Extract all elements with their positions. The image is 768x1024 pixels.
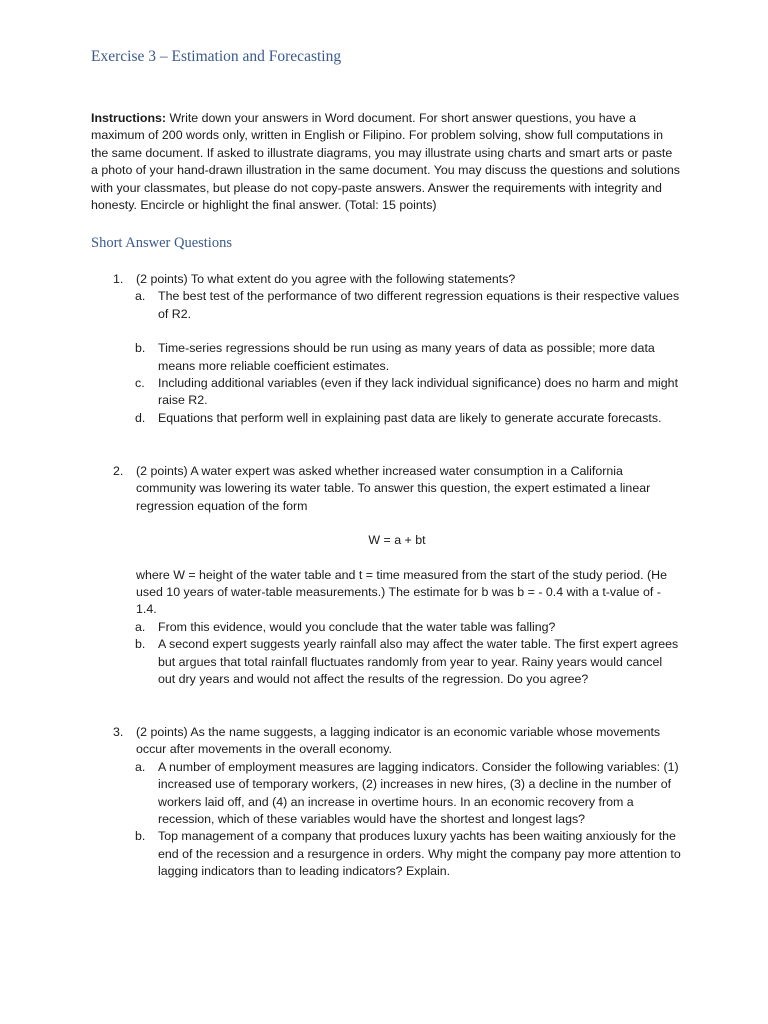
sub-question-1b [135, 340, 681, 375]
section-title: Short Answer Questions [91, 235, 232, 251]
question-number: 2. [113, 464, 124, 478]
question-text: (2 points) A water expert was asked whether increased water consumption in a California community was lowering its water table. To answer this question, the expert estimated a linear regression equation of the form [136, 464, 651, 513]
sub-letter: b. [135, 637, 146, 652]
sub-question-2b [135, 636, 681, 688]
instructions-paragraph [91, 110, 681, 214]
question-followup-text: where W = height of the water table and t = time measured from the start of the study period. (He used 10 years of water-table measurements.) The estimate for b was b = - 0.4 with a t-value of - 1.4. [136, 567, 668, 617]
sub-letter: a. [135, 619, 146, 634]
question-number: 3. [113, 725, 124, 739]
sub-question-3b [135, 828, 681, 880]
question-number: 1. [113, 272, 124, 286]
sub-text: A second expert suggests yearly rainfall also may affect the water table. The first expert agrees but argues that total rainfall fluctuates randomly from year to year. Rainy years would cancel out dry years and would not affect the results of the regression. Do you agree? [158, 637, 679, 687]
instructions-text: Write down your answers in Word document. For short answer questions, you have a maximum of 200 words only, written in English or Filipino. For problem solving, show full computations in the same document. If asked to illustrate diagrams, you may illustrate using charts and smart arts or paste a photo of your hand-drawn illustration in the same document. You may discuss the questions and solutions with your classmates, but please do not copy-paste answers. Answer the requirements with integrity and honesty. Encircle or highlight the final answer. (Total: 15 points) [91, 111, 680, 213]
sub-letter: a. [135, 759, 146, 774]
sub-letter: b. [135, 829, 146, 844]
sub-letter: b. [135, 341, 146, 356]
question-text: (2 points) As the name suggests, a lagging indicator is an economic variable whose movements occur after movements in the overall economy. [136, 725, 661, 757]
sub-question-2a [135, 619, 681, 636]
regression-equation: W = a + bt [368, 533, 426, 548]
page-title: Exercise 3 – Estimation and Forecasting [91, 48, 342, 65]
sub-question-1c [135, 375, 681, 410]
instructions-label: Instructions: [91, 111, 167, 125]
sub-text: Top management of a company that produces luxury yachts has been waiting anxiously for the end of the recession and a resurgence in orders. Why might the company pay more attention to lagging indicators than to leading indicators? Explain. [158, 829, 681, 879]
sub-text: Including additional variables (even if they lack individual significance) does no harm and might raise R2. [158, 376, 679, 408]
sub-question-1d [135, 410, 681, 427]
sub-letter: d. [135, 410, 146, 425]
sub-text: Equations that perform well in explaining past data are likely to generate accurate forecasts. [158, 410, 662, 425]
sub-letter: a. [135, 289, 146, 304]
sub-question-3a [135, 759, 681, 829]
sub-text: A number of employment measures are lagging indicators. Consider the following variables: (1) increased use of temporary workers, (2) increases in new hires, (3) a decline in the number of workers laid off, and (4) an increase in overtime hours. In an economic recovery from a recession, which of these variables would have the shortest and longest lags? [158, 759, 679, 827]
sub-text: From this evidence, would you conclude that the water table was falling? [158, 619, 556, 634]
question-2 [113, 463, 681, 688]
sub-text: The best test of the performance of two different regression equations is their respective values of R2. [158, 289, 680, 321]
question-3 [113, 724, 681, 881]
sub-question-1a [135, 288, 681, 323]
question-1 [113, 271, 681, 427]
question-text: (2 points) To what extent do you agree with the following statements? [136, 272, 516, 286]
sub-text: Time-series regressions should be run using as many years of data as possible; more data means more reliable coefficient estimates. [158, 341, 655, 373]
sub-letter: c. [135, 376, 145, 391]
